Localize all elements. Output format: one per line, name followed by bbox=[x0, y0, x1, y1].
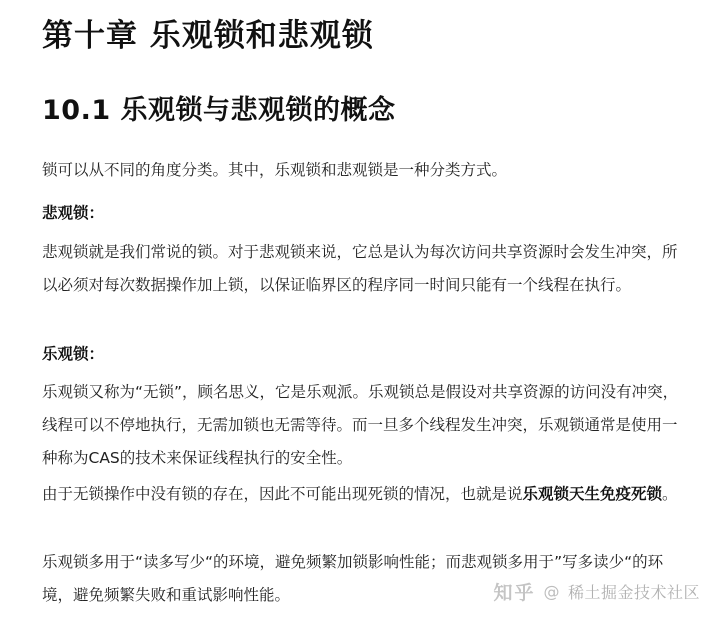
optimistic-paragraph: 乐观锁又称为“无锁”，顾名思义，它是乐观派。乐观锁总是假设对共享资源的访问没有冲突，线程可以不停地执行，无需加锁也无需等待。而一旦多个线程发生冲突，乐观锁通常是使用一种称为CAS的技术来保证线程执行的安全性。 bbox=[42, 383, 679, 467]
watermark bbox=[493, 578, 700, 605]
usage-paragraph: 乐观锁多用于“读多写少“的环境，避免频繁加锁影响性能；而悲观锁多用于”写多读少“的环境，避免频繁失败和重试影响性能。 bbox=[42, 553, 664, 604]
optimistic-heading: 乐观锁： bbox=[42, 345, 105, 363]
deadlock-text: 由于无锁操作中没有锁的存在，因此不可能出现死锁的情况，也就是说 bbox=[42, 485, 523, 503]
pessimistic-paragraph: 悲观锁就是我们常说的锁。对于悲观锁来说，它总是认为每次访问共享资源时会发生冲突，所以必须对每次数据操作加上锁，以保证临界区的程序同一时间只能有一个线程在执行。 bbox=[42, 243, 678, 294]
intro-paragraph: 锁可以从不同的角度分类。其中，乐观锁和悲观锁是一种分类方式。 bbox=[42, 161, 508, 179]
watermark-author: 稀土掘金技术社区 bbox=[567, 583, 700, 602]
pessimistic-heading: 悲观锁： bbox=[42, 204, 105, 222]
section-title: 10.1 乐观锁与悲观锁的概念 bbox=[42, 95, 396, 126]
zhihu-logo: 知乎 bbox=[493, 582, 536, 604]
deadlock-paragraph bbox=[42, 478, 687, 511]
chapter-title: 第十章 乐观锁和悲观锁 bbox=[42, 18, 374, 54]
watermark-at: @ bbox=[543, 582, 560, 601]
deadlock-emphasis: 乐观锁天生免疫死锁 bbox=[522, 485, 663, 503]
deadlock-suffix: 。 bbox=[662, 485, 678, 503]
